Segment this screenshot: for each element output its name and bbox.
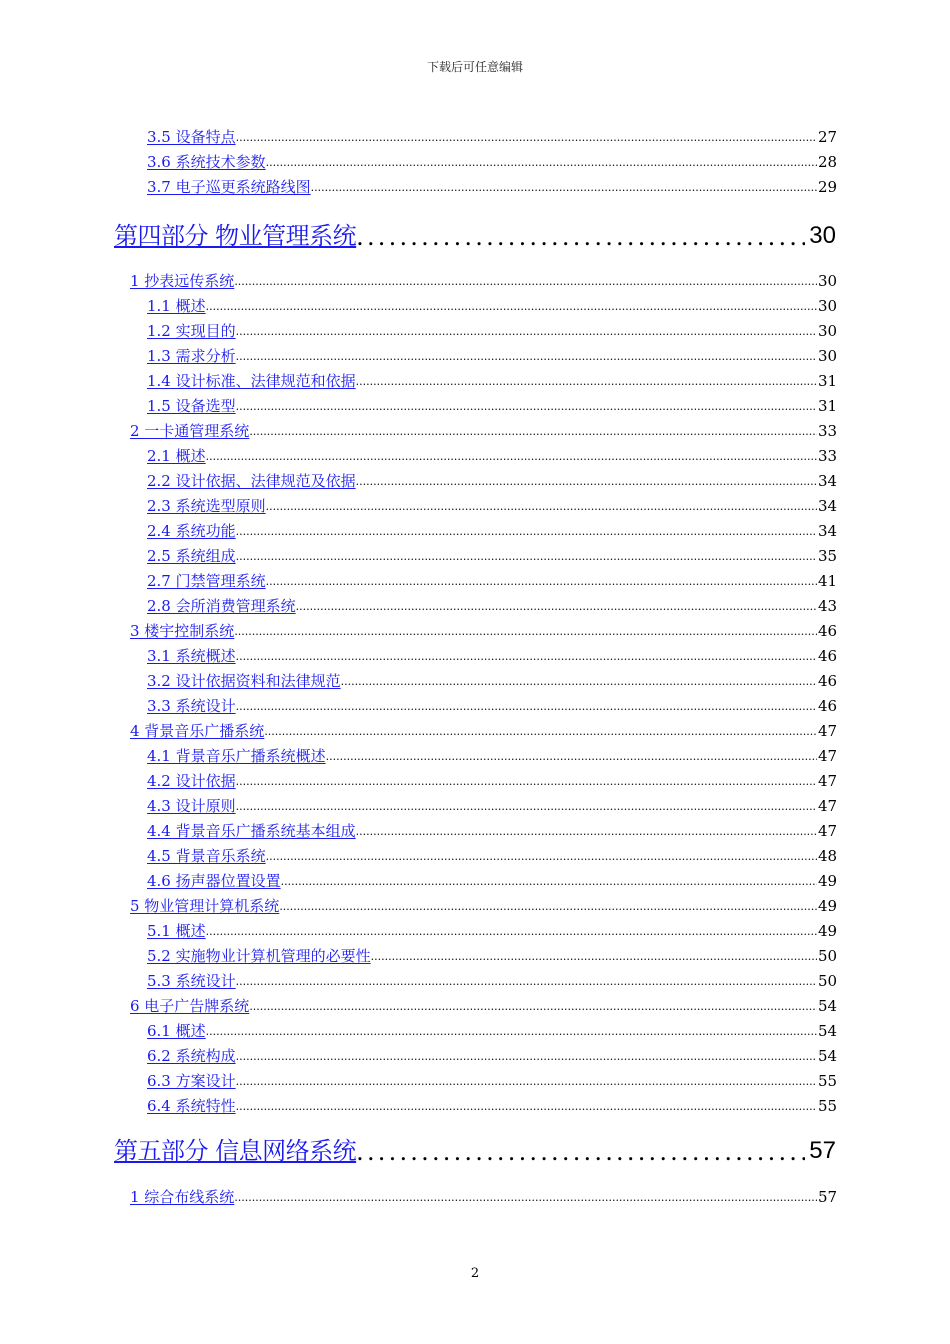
toc-page-number: 55 (818, 1097, 838, 1115)
toc-page-number: 46 (818, 697, 838, 715)
toc-leader-dots (356, 471, 817, 491)
toc-entry[interactable] (130, 1187, 836, 1207)
toc-page-number: 47 (818, 797, 838, 815)
toc-entry[interactable] (147, 1046, 836, 1066)
toc-page-number: 34 (818, 522, 838, 540)
toc-page-number: 48 (818, 847, 838, 865)
toc-entry-link[interactable]: 1.5 设备选型 (147, 397, 236, 415)
toc-entry[interactable] (147, 546, 836, 566)
toc-entry-link[interactable]: 2.8 会所消费管理系统 (147, 597, 296, 615)
toc-entry-link[interactable]: 4.6 扬声器位置设置 (147, 872, 281, 890)
toc-leader-dots (356, 371, 817, 391)
toc-entry[interactable] (130, 996, 836, 1016)
toc-entry-link[interactable]: 6.3 方案设计 (147, 1072, 236, 1090)
toc-entry[interactable] (147, 771, 836, 791)
toc-entry-link[interactable]: 3.6 系统技术参数 (147, 153, 266, 171)
toc-leader-dots (281, 871, 817, 891)
toc-entry[interactable] (147, 521, 836, 541)
toc-entry-link[interactable]: 5.1 概述 (147, 922, 206, 940)
toc-leader-dots (206, 1021, 817, 1041)
toc-page-number: 30 (818, 272, 838, 290)
toc-leader-dots (236, 796, 817, 816)
toc-entry-link[interactable]: 2.7 门禁管理系统 (147, 572, 266, 590)
toc-entry[interactable] (147, 346, 836, 366)
toc-leader-dots (236, 321, 817, 341)
toc-entry-link[interactable]: 4 背景音乐广播系统 (130, 722, 265, 740)
toc-entry[interactable] (130, 271, 836, 291)
toc-page-number: 57 (809, 1137, 836, 1164)
toc-page-number: 33 (818, 422, 838, 440)
toc-page-number: 33 (818, 447, 838, 465)
toc-page-number: 47 (818, 772, 838, 790)
toc-page-number: 41 (818, 572, 838, 590)
toc-leader-dots (236, 521, 817, 541)
toc-page-number: 54 (818, 1047, 838, 1065)
toc-entry[interactable] (147, 396, 836, 416)
toc-leader-dots (249, 996, 817, 1016)
toc-leader-dots (236, 646, 817, 666)
toc-entry-link[interactable]: 3.2 设计依据资料和法律规范 (147, 672, 341, 690)
toc-leader-dots (234, 1187, 817, 1207)
toc-page-number: 34 (818, 472, 838, 490)
page-number: 2 (470, 1266, 480, 1281)
toc-entry-link[interactable]: 2.5 系统组成 (147, 547, 236, 565)
toc-entry-link[interactable]: 4.4 背景音乐广播系统基本组成 (147, 822, 356, 840)
toc-entry[interactable] (147, 946, 836, 966)
toc-page-number: 50 (818, 947, 838, 965)
toc-leader-dots (296, 596, 817, 616)
toc-leader-dots (236, 1071, 817, 1091)
toc-entry[interactable] (147, 696, 836, 716)
toc-leader-dots (236, 971, 817, 991)
toc-entry[interactable] (147, 871, 836, 891)
toc-page-number: 28 (818, 153, 838, 171)
toc-entry[interactable] (147, 152, 836, 172)
toc-page-number: 34 (818, 497, 838, 515)
toc-entry-link[interactable]: 4.1 背景音乐广播系统概述 (147, 747, 326, 765)
toc-page-number: 46 (818, 672, 838, 690)
toc-entry[interactable] (130, 621, 836, 641)
toc-leader-dots (279, 896, 817, 916)
toc-leader-dots (236, 771, 817, 791)
toc-entry[interactable] (130, 896, 836, 916)
toc-leader-dots (234, 271, 817, 291)
toc-page-number: 54 (818, 1022, 838, 1040)
toc-entry[interactable] (147, 1096, 836, 1116)
toc-entry[interactable] (147, 296, 836, 316)
toc-leader-dots (311, 177, 817, 197)
toc-entry[interactable] (147, 1071, 836, 1091)
toc-page-number: 49 (818, 897, 838, 915)
toc-entry[interactable] (147, 971, 836, 991)
toc-leader-dots (206, 446, 817, 466)
toc-page-number: 30 (809, 222, 836, 249)
toc-leader-dots (236, 546, 817, 566)
toc-entry-link[interactable]: 1.3 需求分析 (147, 347, 236, 365)
toc-entry-link[interactable]: 第四部分 物业管理系统 (114, 222, 357, 250)
toc-entry-link[interactable]: 4.5 背景音乐系统 (147, 847, 266, 865)
toc-part-heading[interactable] (114, 220, 836, 252)
toc-leader-dots (326, 746, 817, 766)
toc-entry[interactable] (147, 1021, 836, 1041)
toc-entry-link[interactable]: 6.4 系统特性 (147, 1097, 236, 1115)
toc-leader-dots (249, 421, 817, 441)
toc-page-number: 47 (818, 822, 838, 840)
toc-entry[interactable] (147, 496, 836, 516)
toc-entry[interactable] (147, 671, 836, 691)
toc-page-number: 46 (818, 647, 838, 665)
toc-leader-dots (236, 1096, 817, 1116)
toc-entry-link[interactable]: 2.2 设计依据、法律规范及依据 (147, 472, 356, 490)
toc-entry-link[interactable]: 3 楼宇控制系统 (130, 622, 235, 640)
toc-leader-dots (356, 220, 805, 252)
toc-entry-link[interactable]: 5.2 实施物业计算机管理的必要性 (147, 947, 371, 965)
toc-part-heading[interactable] (114, 1135, 836, 1167)
toc-page-number: 55 (818, 1072, 838, 1090)
toc-page-number: 49 (818, 872, 838, 890)
toc-page-number: 57 (818, 1188, 838, 1206)
toc-page-number: 47 (818, 747, 838, 765)
toc-entry-link[interactable]: 6.2 系统构成 (147, 1047, 236, 1065)
toc-leader-dots (206, 921, 817, 941)
toc-entry[interactable] (130, 721, 836, 741)
toc-leader-dots (236, 396, 817, 416)
toc-entry[interactable] (147, 446, 836, 466)
toc-leader-dots (234, 621, 817, 641)
toc-entry[interactable] (147, 321, 836, 341)
toc-entry-link[interactable]: 5.3 系统设计 (147, 972, 236, 990)
toc-entry[interactable] (147, 471, 836, 491)
toc-page-number: 29 (818, 178, 838, 196)
toc-entry-link[interactable]: 2.1 概述 (147, 447, 206, 465)
toc-page-number: 49 (818, 922, 838, 940)
toc-entry[interactable] (147, 596, 836, 616)
toc-leader-dots (266, 152, 817, 172)
toc-leader-dots (266, 846, 817, 866)
toc-entry-link[interactable]: 1.4 设计标准、法律规范和依据 (147, 372, 356, 390)
toc-page-number: 27 (818, 128, 838, 146)
toc-leader-dots (371, 946, 817, 966)
toc-page-number: 30 (818, 297, 838, 315)
toc-entry-link[interactable]: 2.3 系统选型原则 (147, 497, 266, 515)
toc-page-number: 35 (818, 547, 838, 565)
toc-leader-dots (264, 721, 817, 741)
page-header: 下载后可任意编辑 (426, 60, 523, 74)
toc-entry[interactable] (147, 127, 836, 147)
toc-page-number: 30 (818, 347, 838, 365)
toc-entry-link[interactable]: 3.1 系统概述 (147, 647, 236, 665)
toc-entry-link[interactable]: 1 综合布线系统 (130, 1188, 235, 1206)
toc-entry[interactable] (147, 646, 836, 666)
toc-entry[interactable] (147, 846, 836, 866)
toc-entry-link[interactable]: 1.1 概述 (147, 297, 206, 315)
toc-page-number: 46 (818, 622, 838, 640)
toc-page-number: 31 (818, 372, 838, 390)
toc-page-number: 54 (818, 997, 838, 1015)
toc-leader-dots (236, 127, 817, 147)
toc-entry[interactable] (147, 921, 836, 941)
toc-entry-link[interactable]: 4.2 设计依据 (147, 772, 236, 790)
toc-entry[interactable] (147, 177, 836, 197)
toc-leader-dots (341, 671, 817, 691)
toc-leader-dots (236, 346, 817, 366)
toc-entry-link[interactable]: 4.3 设计原则 (147, 797, 236, 815)
toc-entry[interactable] (147, 746, 836, 766)
toc-leader-dots (206, 296, 817, 316)
toc-leader-dots (266, 496, 817, 516)
toc-entry[interactable] (147, 796, 836, 816)
toc-entry-link[interactable]: 1 抄表远传系统 (130, 272, 235, 290)
toc-entry-link[interactable]: 1.2 实现目的 (147, 322, 236, 340)
toc-page-number: 47 (818, 722, 838, 740)
toc-entry-link[interactable]: 2.4 系统功能 (147, 522, 236, 540)
toc-leader-dots (236, 696, 817, 716)
toc-entry-link[interactable]: 3.5 设备特点 (147, 128, 236, 146)
toc-leader-dots (356, 821, 817, 841)
toc-entry-link[interactable]: 6.1 概述 (147, 1022, 206, 1040)
toc-entry-link[interactable]: 3.3 系统设计 (147, 697, 236, 715)
toc-page-number: 50 (818, 972, 838, 990)
toc-leader-dots (356, 1135, 805, 1167)
toc-entry-link[interactable]: 2 一卡通管理系统 (130, 422, 250, 440)
toc-leader-dots (236, 1046, 817, 1066)
toc-entry-link[interactable]: 第五部分 信息网络系统 (114, 1137, 357, 1165)
toc-entry[interactable] (147, 571, 836, 591)
toc-page-number: 43 (818, 597, 838, 615)
toc-entry[interactable] (147, 821, 836, 841)
toc-page-number: 31 (818, 397, 838, 415)
toc-entry[interactable] (147, 371, 836, 391)
toc-entry[interactable] (130, 421, 836, 441)
toc-entry-link[interactable]: 6 电子广告牌系统 (130, 997, 250, 1015)
toc-leader-dots (266, 571, 817, 591)
toc-page-number: 30 (818, 322, 838, 340)
toc-entry-link[interactable]: 5 物业管理计算机系统 (130, 897, 280, 915)
toc-entry-link[interactable]: 3.7 电子巡更系统路线图 (147, 178, 311, 196)
